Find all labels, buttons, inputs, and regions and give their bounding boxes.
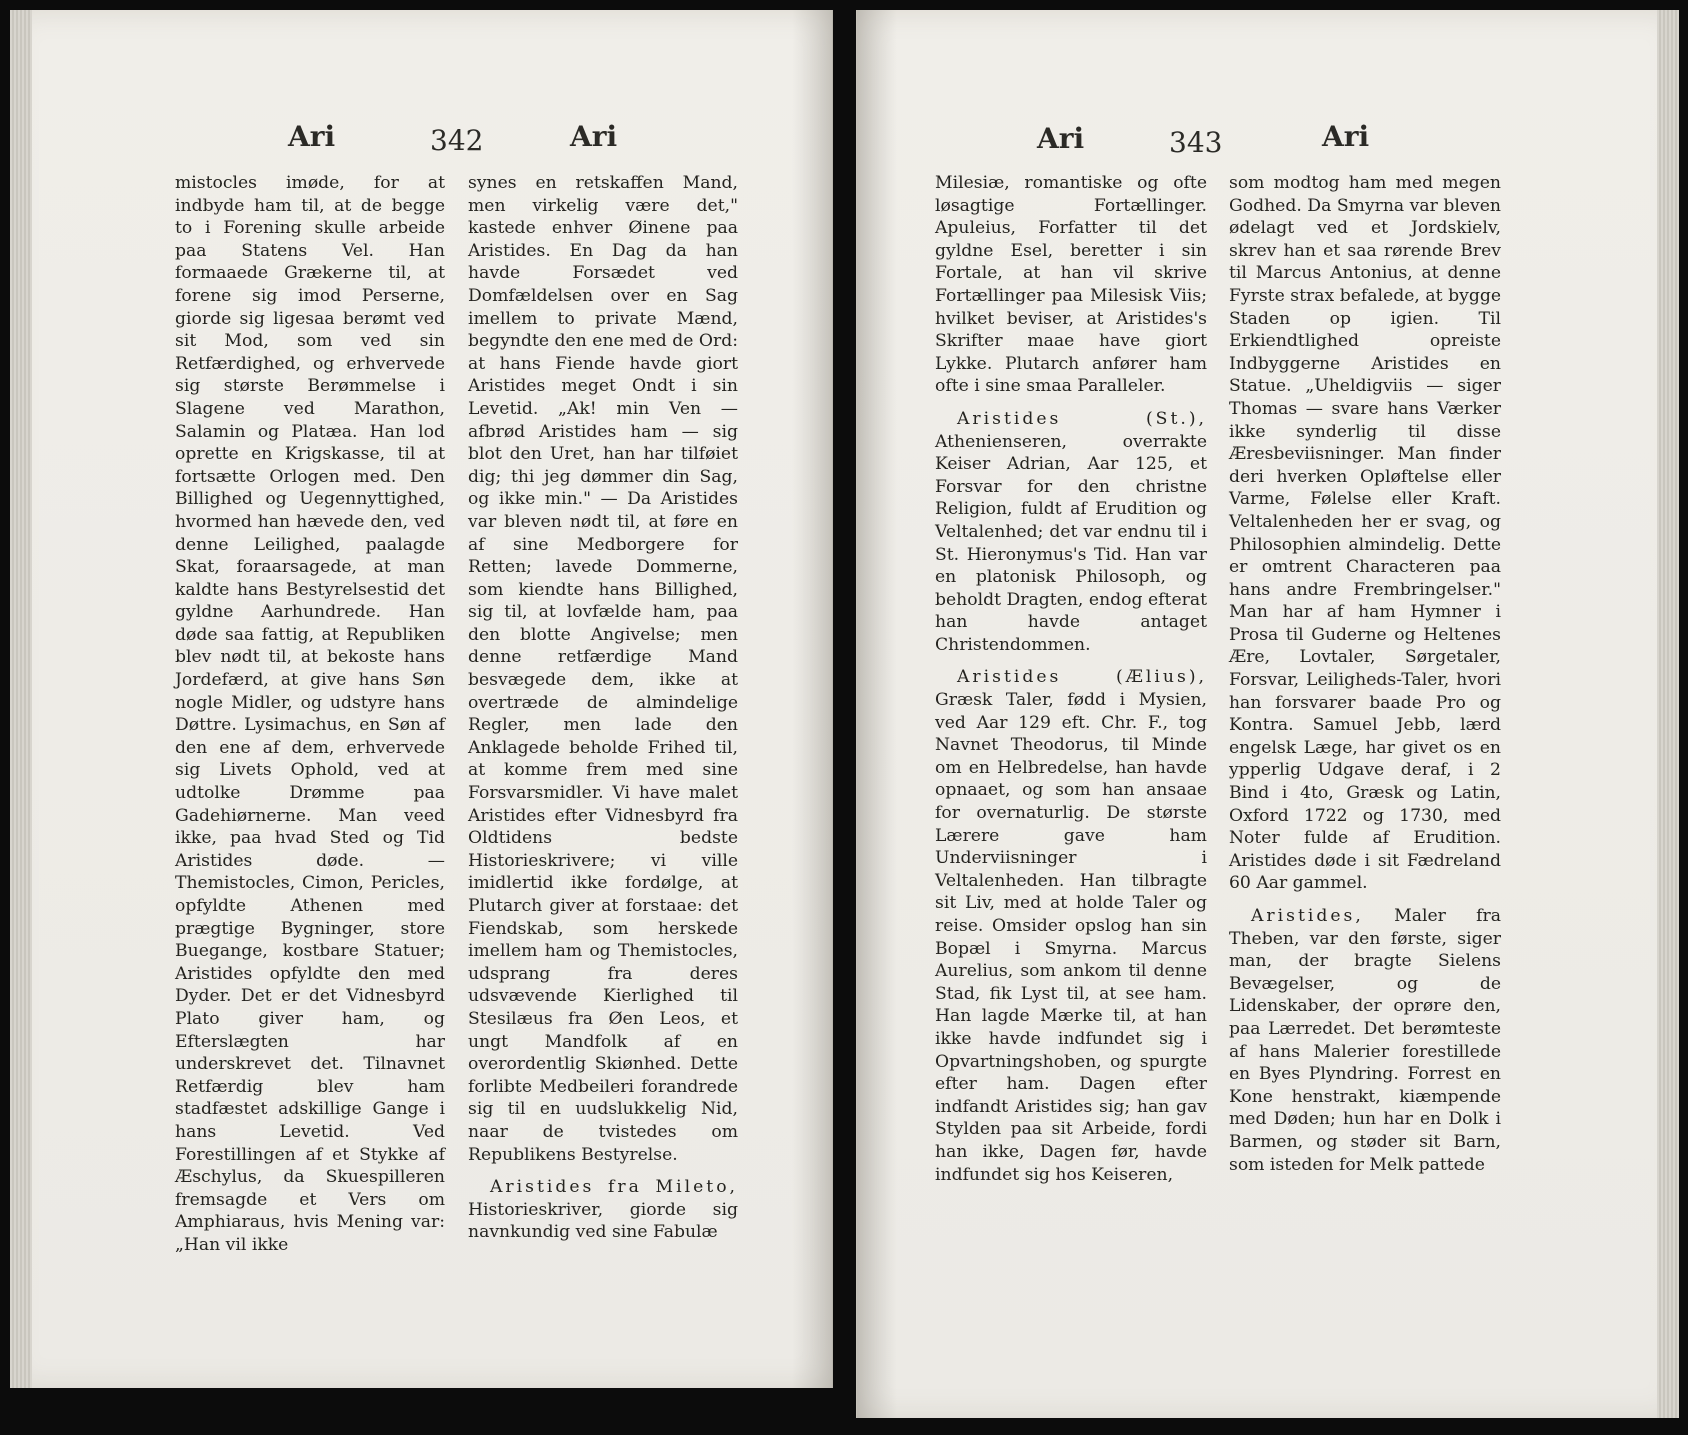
paragraph: mistocles imøde, for at indbyde ham til, at de begge to i Forening skulle arbeide paa Statens Vel. Han formaaede Grækerne til, at forene sig imod Perserne, giorde sig ligesaa berømt ved sit Mod, som ved sin Retfærdighed, og erhvervede sig største Berømmelse i Slagene ved Marathon, Salamin og Platæa. Han lod oprette en Krigskasse, til at fortsætte Orlogen med. Den Billighed og Uegennyttighed, hvormed han hævede den, ved denne Leilighed, paalagde Skat, foraarsagede, at man kaldte hans Bestyrelsestid det gyldne Aarhundrede. Han døde saa fattig, at Republiken blev nødt til, at bekoste hans Jordefærd, at give hans Søn nogle Midler, og udstyre hans Døttre. Lysimachus, en Søn af den ene af dem, erhvervede sig Livets Ophold, ved at udtolke Drømme paa Gadehiørnerne. Man veed ikke, paa hvad Sted og Tid Aristides døde. — Themistocles, Cimon, Pericles, opfyldte Athenen med prægtige Bygninger, store Buegange, kostbare Statuer; Aristides opfyldte den med Dyder. Det er det Vidnesbyrd Plato giver ham, og Efterslægten har underskrevet det. Tilnavnet Retfærdig blev ham stadfæstet adskillige Gange i hans Levetid. Ved Forestillingen af et Stykke af Æschylus, da Skuespilleren fremsagde et Vers om Amphiaraus, hvis Mening var: „Han vil ikke bbox=[175, 173, 445, 1255]
header-left-word: Ari bbox=[288, 120, 336, 153]
page-edge bbox=[10, 10, 32, 1388]
entry-paragraph bbox=[468, 1176, 738, 1244]
running-header bbox=[10, 110, 832, 160]
running-header bbox=[857, 110, 1679, 160]
entry-text: Athenienseren, overrakte Keiser Adrian, Aar 125, et Forsvar for den christne Religion, fuldt af Erudition og Veltalenhed; det var endnu til i St. Hieronymus's Tid. Han var en platonisk Philosoph, og beholdt Dragten, endog efterat han havde antaget Christendommen. bbox=[935, 431, 1207, 655]
entry-paragraph bbox=[1229, 905, 1501, 1176]
paragraph: Milesiæ, romantiske og ofte løsagtige Fortællinger. Apuleius, Forfatter til det gyldne Esel, beretter i sin Fortale, at han vil skrive Fortællinger paa Milesisk Viis; hvilket beviser, at Aristides's Skrifter maae have giort Lykke. Plutarch anfører ham ofte i sine smaa Paralleler. bbox=[935, 173, 1207, 397]
gutter-shadow bbox=[792, 10, 832, 1388]
entry-paragraph bbox=[935, 408, 1207, 657]
text-column-2 bbox=[1229, 172, 1501, 1176]
gutter-shadow bbox=[857, 10, 897, 1418]
paragraph: som modtog ham med megen Godhed. Da Smyrna var bleven ødelagt ved et Jordskielv, skrev han et saa rørende Brev til Marcus Antonius, at denne Fyrste strax befalede, at bygge Staden op igien. Til Erkiendtlighed opreiste Indbyggerne Aristides en Statue. „Uheldigviis — siger Thomas — svare hans Værker ikke synderlig til disse Æresbeviisninger. Man finder deri hverken Opløftelse eller Varme, Følelse eller Kraft. Veltalenheden her er svag, og Philosophien almindelig. Dette er omtrent Characteren paa hans andre Frembringelser." Man har af ham Hymner i Prosa til Guderne og Heltenes Ære, Lovtaler, Sørgetaler, Forsvar, Leiligheds-Taler, hvori han forsvarer baade Pro og Kontra. Samuel Jebb, lærd engelsk Læge, har givet os en ypperlig Udgave deraf, i 2 Bind i 4to, Græsk og Latin, Oxford 1722 og 1730, med Noter fulde af Erudition. Aristides døde i sit Fædreland 60 Aar gammel. bbox=[1229, 173, 1501, 894]
entry-heading: Aristides fra Mileto, bbox=[490, 1177, 738, 1198]
entry-heading: Aristides (St.), bbox=[957, 408, 1207, 429]
entry-heading: Aristides (Ælius), bbox=[957, 667, 1207, 688]
page-edge bbox=[1657, 10, 1679, 1418]
page-number: 343 bbox=[1169, 126, 1223, 159]
text-column-1 bbox=[175, 172, 445, 1257]
header-left-word: Ari bbox=[1037, 122, 1085, 155]
header-right-word: Ari bbox=[1322, 120, 1370, 153]
entry-text: Maler fra Theben, var den første, siger man, der bragte Sielens Bevægelser, og de Lidenskaber, der oprøre den, paa Lærredet. Det berømteste af hans Malerier forestillede en Byes Plyndring. Forrest en Kone henstrakt, kiæmpende med Døden; hun har en Dolk i Barmen, og støder sit Barn, som isteden for Melk pattede bbox=[1229, 906, 1501, 1175]
text-column-2 bbox=[468, 172, 738, 1244]
entry-heading: Aristides, bbox=[1251, 906, 1364, 926]
entry-paragraph bbox=[935, 666, 1207, 1186]
header-right-word: Ari bbox=[570, 120, 618, 153]
entry-text: Græsk Taler, fødd i Mysien, ved Aar 129 eft. Chr. F., tog Navnet Theodorus, til Minde om en Helbredelse, han havde opnaaet, og som han ansaae for overnaturlig. De største Lærere gave ham Underviisninger i Veltalenheden. Han tilbragte sit Liv, med at holde Taler og reise. Omsider opslog han sin Bopæl i Smyrna. Marcus Aurelius, som ankom til denne Stad, fik Lyst til, at see ham. Han lagde Mærke til, at han ikke havde indfundet sig i Opvartningshoben, og spurgte efter ham. Dagen efter indfandt Aristides sig; han gav Stylden paa sit Arbeide, fordi han ikke, Dagen før, havde indfundet sig hos Keiseren, bbox=[935, 690, 1207, 1185]
page-number: 342 bbox=[430, 124, 484, 157]
entry-text: Historieskriver, giorde sig navnkundig ved sine Fabulæ bbox=[468, 1199, 738, 1243]
text-column-1 bbox=[935, 172, 1207, 1186]
right-page bbox=[856, 10, 1679, 1418]
paragraph: synes en retskaffen Mand, men virkelig være det," kastede enhver Øinene paa Aristides. En Dag da han havde Forsædet ved Domfældelsen over en Sag imellem to private Mænd, begyndte den ene med de Ord: at hans Fiende havde giort Aristides meget Ondt i sin Levetid. „Ak! min Ven — afbrød Aristides ham — sig blot den Uret, han har tilføiet dig; thi jeg dømmer din Sag, og ikke min." — Da Aristides var bleven nødt til, at føre en af sine Medborgere for Retten; lavede Dommerne, som kiendte hans Billighed, sig til, at lovfælde ham, paa den blotte Angivelse; men denne retfærdige Mand besvægede dem, ikke at overtræde de almindelige Regler, men lade den Anklagede beholde Frihed til, at komme frem med sine Forsvarsmidler. Vi have malet Aristides efter Vidnesbyrd fra Oldtidens bedste Historieskrivere; vi ville imidlertid ikke fordølge, at Plutarch giver at forstaae: det Fiendskab, som herskede imellem ham og Themistocles, udsprang fra deres udsvævende Kierlighed til Stesilæus fra Øen Leos, et ungt Mandfolk af en overordentlig Skiønhed. Dette forlibte Medbeileri forandrede sig til en uudslukkelig Nid, naar de tvistedes om Republikens Bestyrelse. bbox=[468, 173, 738, 1165]
left-page bbox=[10, 10, 833, 1388]
